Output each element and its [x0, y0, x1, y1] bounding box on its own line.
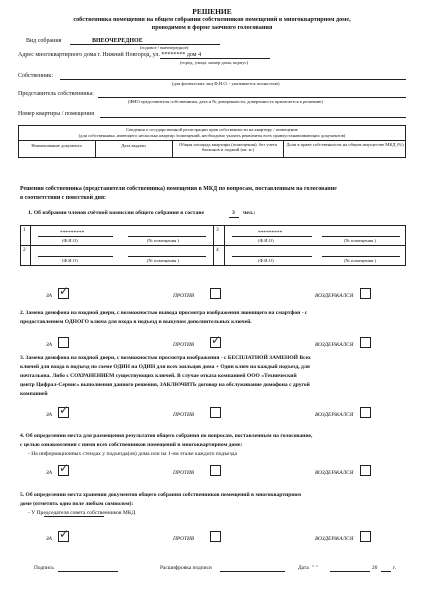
q2-against-label: ПРОТИВ: [173, 342, 195, 348]
question-3-line-1: 3. Замена домофона на входной двери, с возможностью просмотра изображения - с БЕСПЛАТНОЙ ЗАМЕНОЙ Всех: [20, 355, 311, 361]
date-label: Дата: [298, 565, 309, 571]
question-2-line-2: предоставлением ОДНОГО ключа для входа в подъезд и выкупом дополнительных ключей.: [20, 319, 252, 325]
date-year-field[interactable]: [381, 571, 391, 572]
q5-against-checkbox[interactable]: [210, 531, 221, 542]
address-field[interactable]: [160, 58, 270, 59]
commission-table-vline: [224, 225, 225, 266]
signature-decode-field[interactable]: [220, 571, 285, 572]
commission-table-vline: [213, 225, 214, 266]
apartment-field[interactable]: [100, 117, 406, 118]
owner-field[interactable]: [60, 79, 406, 80]
question-1-title: 1. Об избрании членов счётной комиссии общего собрания в составе: [28, 210, 204, 216]
question-3-line-3: почтальона. Либо с СОХРАНЕНИЕМ существующих ключей. В случае отказа компанией ООО «Технический: [20, 373, 297, 379]
member-4-name-field[interactable]: [232, 256, 312, 257]
page-title: РЕШЕНИЕ: [192, 7, 232, 16]
meeting-type-hint: (годовое / внеочередное): [140, 45, 189, 50]
member-1-number: 1: [23, 227, 26, 233]
q3-for-label: ЗА: [46, 412, 52, 418]
q2-for-label: ЗА: [46, 342, 52, 348]
q5-against-label: ПРОТИВ: [173, 536, 195, 542]
q3-abstain-checkbox[interactable]: [360, 407, 371, 418]
signature-label: Подпись: [34, 565, 54, 571]
question-5-underline: [44, 516, 104, 517]
member-1-name-hint: (Ф.И.О): [62, 237, 78, 243]
registration-col-document: Наименование документа: [31, 143, 82, 148]
member-4-number: 4: [216, 247, 219, 253]
q3-for-checkbox[interactable]: [58, 403, 70, 418]
intro-text-1: Решения собственника (представители собственника) помещения в МКД по вопросам, поставленным на голосование: [20, 186, 337, 192]
member-1-name: *********: [60, 230, 85, 236]
date-day: " ": [312, 565, 318, 571]
q5-abstain-label: ВОЗДЕРЖАЛСЯ: [315, 536, 354, 542]
address-label: Адрес многоквартирного дома г. Нижний Новгород, ул. ******** дом 4: [18, 52, 202, 58]
q2-for-checkbox[interactable]: [58, 337, 69, 348]
owner-hint: (для физических лиц Ф.И.О. - указывается полностью): [172, 81, 280, 86]
member-2-room-hint: (№ помещения ): [147, 257, 179, 263]
member-1-name-field[interactable]: [38, 236, 113, 237]
meeting-type-label: Вид собрания: [26, 38, 62, 44]
member-2-name-field[interactable]: [38, 256, 113, 257]
checkmark-icon: ✓: [59, 284, 70, 298]
member-4-name-hint: (Ф.И.О): [258, 257, 274, 263]
question-5-line-1: 5. Об определении места хранения документов общего собрания собственников помещений в многоквартирном: [20, 492, 301, 498]
registration-table-header-1: Сведения о государственной регистрации прав собственности на квартиру / помещение: [126, 127, 298, 132]
date-month-field[interactable]: [330, 571, 370, 572]
question-4-line-3: - На информационных стендах у подъезда(ов) дома или на 1-ом этаже каждого подъезда: [28, 451, 237, 457]
question-4-line-2: с целью ознакомления с ними всех собственников помещений в многоквартирном доме:: [20, 442, 243, 448]
q1-against-label: ПРОТИВ: [173, 293, 195, 299]
member-4-room-hint: (№ помещения ): [344, 257, 376, 263]
signature-decode-label: Расшифровка подписи: [160, 565, 212, 571]
date-year-prefix: 20: [372, 565, 378, 571]
checkmark-icon: ✓: [211, 333, 222, 347]
member-4-room-field[interactable]: [322, 256, 400, 257]
q1-for-checkbox[interactable]: [58, 284, 70, 299]
registration-col-date: Дата выдачи: [121, 143, 146, 148]
question-1-suffix: чел.:: [243, 210, 256, 216]
member-3-number: 3: [216, 227, 219, 233]
commission-table-vline: [30, 225, 31, 266]
q4-for-label: ЗА: [46, 470, 52, 476]
member-1-room-hint: (№ помещения ): [147, 237, 179, 243]
question-1-count: 3: [232, 210, 235, 216]
representative-field[interactable]: [98, 97, 406, 98]
q1-against-checkbox[interactable]: [210, 288, 221, 299]
page-subtitle-2: проводимом в форме заочного голосования: [151, 24, 273, 31]
question-3-line-2: ключей для входа в подъезд по схеме ОДИН на ОДИН для всех жильцов дома + Один ключ на каждый подъезд, для: [20, 364, 310, 370]
registration-col-area: Общая площадь квартиры (помещения), без учета балконов и лоджий (кв. м.): [179, 141, 277, 152]
intro-text-2: в соответствии с повесткой дня:: [20, 195, 106, 201]
member-1-room-field[interactable]: [128, 236, 206, 237]
checkmark-icon: ✓: [59, 403, 70, 417]
q5-for-label: ЗА: [46, 536, 52, 542]
q4-against-checkbox[interactable]: [210, 465, 221, 476]
date-year-suffix: г.: [393, 565, 396, 571]
owner-label: Собственник:: [18, 73, 54, 79]
q2-abstain-label: ВОЗДЕРЖАЛСЯ: [315, 342, 354, 348]
q1-abstain-label: ВОЗДЕРЖАЛСЯ: [315, 293, 354, 299]
q2-against-checkbox[interactable]: [210, 333, 222, 348]
registration-table-vline: [95, 140, 96, 158]
question-5-line-2: доме (отметить одно поле любым символом):: [20, 501, 134, 507]
question-3-line-4: центр Цифрал-Сервис» выполнения данного решения, ЗАКЛЮЧИТЬ договор на обслуживание домофона с другой: [20, 382, 310, 388]
registration-table-header-2: (для собственника, имеющего несколько квартир /помещений, необходимо указать реквизиты всех правоустанавливающих документов): [78, 133, 346, 138]
meeting-type-value: ВНЕОЧЕРЕДНОЕ: [92, 38, 143, 44]
q3-against-checkbox[interactable]: [210, 407, 221, 418]
member-2-number: 2: [23, 247, 26, 253]
q2-abstain-checkbox[interactable]: [360, 337, 371, 348]
checkmark-icon: ✓: [59, 461, 70, 475]
member-3-name: *********: [258, 230, 283, 236]
q1-abstain-checkbox[interactable]: [360, 288, 371, 299]
q5-for-checkbox[interactable]: [58, 527, 70, 542]
question-1-count-line: [229, 217, 239, 218]
question-5-line-3: - У Председателя совета собственников МКД: [28, 510, 136, 516]
address-hint: (город, улица, номер дома, корпус): [180, 60, 249, 65]
member-3-room-hint: (№ помещения ): [344, 237, 376, 243]
representative-hint: (ФИО представителя собственника, дата и № доверенности, доверенность прилагается к решению): [128, 99, 323, 104]
q4-against-label: ПРОТИВ: [173, 470, 195, 476]
q4-for-checkbox[interactable]: [58, 461, 70, 476]
q1-for-label: ЗА: [46, 293, 52, 299]
member-3-name-hint: (Ф.И.О): [258, 237, 274, 243]
q3-abstain-label: ВОЗДЕРЖАЛСЯ: [315, 412, 354, 418]
question-3-line-5: компанией: [20, 391, 48, 397]
checkmark-icon: ✓: [59, 527, 70, 541]
question-4-line-1: 4. Об определении места для размещения результатов общего собрания по вопросам, поставленным на голосование,: [20, 433, 313, 439]
q5-abstain-checkbox[interactable]: [360, 531, 371, 542]
registration-col-share: Доля в праве собственности на общем имуществе МКД (%): [286, 141, 404, 147]
page-subtitle-1: собственника помещения на общем собрании собственников помещений в многоквартирном доме,: [73, 16, 351, 23]
apartment-label: Номер квартиры / помещения: [18, 111, 94, 117]
member-2-room-field[interactable]: [128, 256, 206, 257]
q3-against-label: ПРОТИВ: [173, 412, 195, 418]
member-3-room-field[interactable]: [322, 236, 400, 237]
member-2-name-hint: (Ф.И.О): [62, 257, 78, 263]
representative-label: Представитель собственника:: [18, 91, 94, 97]
q4-abstain-checkbox[interactable]: [360, 465, 371, 476]
question-2-line-1: 2. Замена домофона на входной двери, с возможностью вывода просмотра изображения звонящего на смартфон - с: [20, 310, 308, 316]
member-3-name-field[interactable]: [232, 236, 312, 237]
signature-field[interactable]: [58, 571, 118, 572]
q4-abstain-label: ВОЗДЕРЖАЛСЯ: [315, 470, 354, 476]
